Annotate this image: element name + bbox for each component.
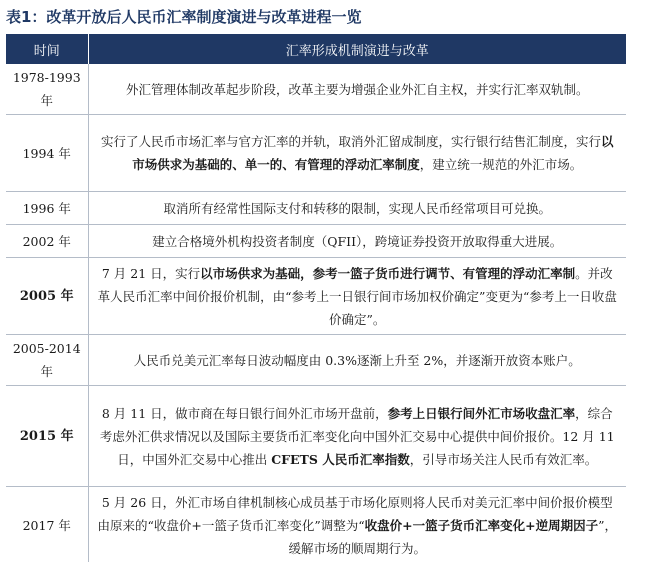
table-row (6, 115, 626, 192)
emphasis-text: CFETS 人民币汇率指数 (271, 451, 410, 467)
emphasis-text: 以市场供求为基础，参考一篮子货币进行调节、有管理的浮动汇率制 (200, 265, 576, 281)
year-cell: 1994 年 (6, 115, 88, 192)
description-cell (88, 64, 626, 115)
year-cell: 2005-2014年 (6, 335, 88, 386)
emphasis-text: 以市场供求为基础的、单一的、有管理的浮动汇率制度 (132, 134, 614, 172)
description-cell (88, 258, 626, 335)
description-cell (88, 335, 626, 386)
description-cell (88, 487, 626, 562)
description-text: 外汇管理体制改革起步阶段，改革主要为增强企业外汇自主权，并实行汇率双轨制。 (125, 81, 589, 97)
description-text: 8 月 11 日，做市商在每日银行间外汇市场开盘前， (101, 405, 388, 421)
description-text: 5 月 26 日，外汇市场自律机制核心成员基于市场化原则将人民币对美元汇率中间价报价模型由原来的“收盘价+一篮子货币汇率变化”调整为“ (97, 494, 613, 533)
header-mechanism: 汇率形成机制演进与改革 (88, 34, 626, 64)
year-cell: 2015 年 (6, 386, 88, 487)
table-title: 表1：改革开放后人民币汇率制度演进与改革进程一览 (6, 8, 362, 26)
table-row (6, 258, 626, 335)
description-cell (88, 192, 626, 225)
table-row (6, 64, 626, 115)
description-text: 。并改革人民币汇率中间价报价机制，由“参考上一日银行间市场加权价确定”变更为“参考上一日收盘价确定”。 (97, 265, 617, 327)
description-text: 人民币兑美元汇率每日波动幅度由 0.3%逐渐上升至 2%，并逐渐开放资本账户。 (133, 352, 581, 368)
table-body (6, 64, 626, 562)
year-cell: 1978-1993年 (6, 64, 88, 115)
reform-timeline-table (6, 34, 626, 562)
description-text: ”，缓解市场的顺周期行为。 (288, 517, 617, 556)
description-text: ，综合考虑外汇供求情况以及国际主要货币汇率变化向中国外汇交易中心提供中间价报价。12 月 11 日，中国外汇交易中心推出 (99, 405, 615, 467)
description-text: 实行了人民币市场汇率与官方汇率的并轨，取消外汇留成制度，实行银行结售汇制度，实行 (100, 134, 601, 149)
emphasis-text: 参考上日银行间外汇市场收盘汇率 (387, 405, 576, 421)
description-cell (88, 386, 626, 487)
table-row (6, 386, 626, 487)
description-text: 7 月 21 日，实行 (101, 265, 201, 281)
year-cell: 2005 年 (6, 258, 88, 335)
year-cell: 2002 年 (6, 225, 88, 258)
description-text: ，建立统一规范的外汇市场。 (419, 157, 583, 172)
table-row (6, 487, 626, 562)
header-time: 时间 (6, 34, 88, 64)
description-cell (88, 115, 626, 192)
description-text: 建立合格境外机构投资者制度（QFII），跨境证券投资开放取得重大进展。 (152, 233, 563, 249)
emphasis-text: 收盘价+一篮子货币汇率变化+逆周期因子 (364, 517, 599, 533)
table-header-row (6, 34, 626, 64)
table-row (6, 335, 626, 386)
description-text: ，引导市场关注人民币有效汇率。 (409, 451, 598, 467)
year-cell: 1996 年 (6, 192, 88, 225)
description-cell (88, 225, 626, 258)
year-cell: 2017 年 (6, 487, 88, 562)
description-text: 取消所有经常性国际支付和转移的限制，实现人民币经常项目可兑换。 (163, 200, 551, 216)
table-row (6, 192, 626, 225)
table-row (6, 225, 626, 258)
